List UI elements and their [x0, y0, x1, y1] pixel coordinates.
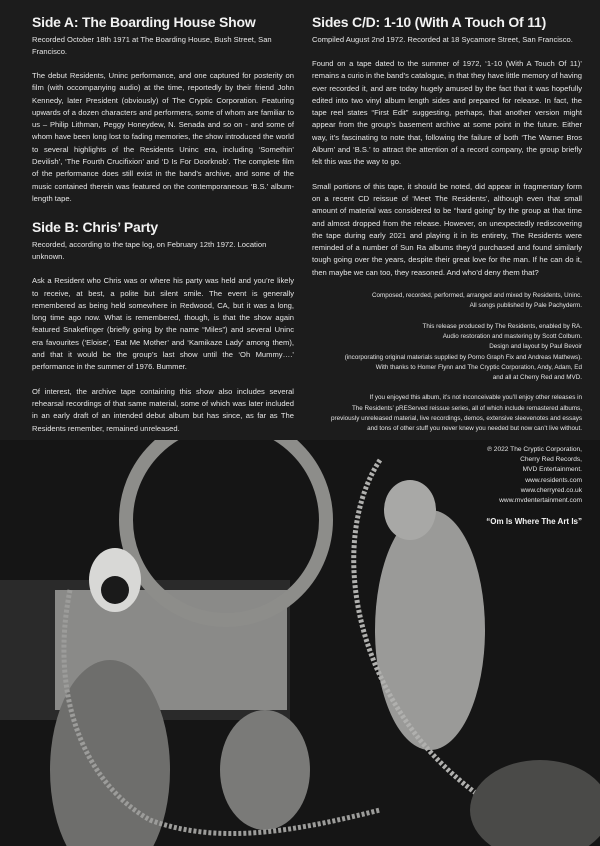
credit-line: Audio restoration and mastering by Scott Colburn.: [442, 332, 582, 340]
credit-line: The Residents’ pREServed reissue series, all of which include remastered albums,: [351, 404, 582, 412]
copyright-line: ℗ 2022 The Cryptic Corporation,: [487, 445, 582, 453]
credit-line: If you enjoyed this album, it’s not inconceivable you’ll enjoy other releases in: [369, 394, 582, 402]
right-column: [312, 14, 582, 527]
sides-cd-section: [312, 14, 582, 279]
credit-line: and tons of other stuff you never knew you needed but now can’t live without.: [367, 425, 582, 433]
copyright-line: Cherry Red Records,: [520, 455, 582, 463]
website-link[interactable]: www.mvdentertainment.com: [499, 497, 582, 505]
motto: “Om Is Where The Art Is”: [486, 517, 582, 527]
credits-composed: [312, 291, 582, 312]
sides-cd-body-1: Found on a tape dated to the summer of 1972, ‘1-10 (With A Touch Of 11)’ remains a curio in the band’s catalogue, in that they have little memory of having ever recorded it, and are today hugely amused by the fact that it was hopefully edited into two vinyl album length sides and prepared for release. In fact, the tape reel states “First Edit” suggesting, perhaps, that another version might appear from the group’s basement archive at some point in the future. Either way, it’s fascinating to note that, following the failure of both ‘The Warner Bros Album’ and ‘B.S.’ to attract the attention of a record company, the group briefly felt this was the way to go.: [312, 59, 583, 167]
credits-production: [312, 322, 582, 384]
side-b-body-1: Ask a Resident who Chris was or where his party was held and you’re likely to receive, at best, a polite but silent smile. The event is generally remembered as being held somewhere in Redwood, CA, but it was a long, long time ago now. What is remembered, though, is that the show again featured Snakefinger (briefly going by the name “Miles”) and several Uninc era favourites (‘Eloise’, ‘Eat Me Mother’ and ‘Kamikaze Lady’ among them), and that it would be the group’s last show until the ‘Oh Mummy….’ performance in the summer of 1976. Bummer.: [32, 276, 294, 372]
sides-cd-body-2: Small portions of this tape, it should be noted, did appear in fragmentary form on a recent CD reissue of ‘Meet The Residents’, although even that small amount of material was considered to be “hard going” by the group at that time and almost dropped from the release. However, on unexpectedly rediscovering the tape during early 2021 and playing it in its entirety, The Residents were reminded of a number of Sun Ra albums they’d purchased and found similarly tough going over the years, despite their great love for the man. If he can do it, then maybe we can too, they reasoned. And who’d deny them that?: [312, 181, 582, 277]
copyright-line: MVD Entertainment.: [522, 466, 582, 474]
side-b-body-2: Of interest, the archive tape containing this show also includes several rehearsal recordings of that same material, some of which was later included in an early draft of an intended debut album but has since, as far as The Residents remember, remained unreleased.: [32, 386, 294, 433]
credits-promo: [312, 393, 582, 434]
side-a-title: Side A: The Boarding House Show: [32, 14, 256, 30]
side-a-body: The debut Residents, Uninc performance, and one captured for posterity on film (with occompanying audio) at the time, reportedly by their friend John Kennedy, later President (obviously) of The Cryptic Corporation. Featuring upwards of a dozen characters and performers, some of whom are familiar to us – Philip Lithman, Peggy Honeydew, N. Senada and so on - and some of whom have been long lost to fading memories, the show introduced the world to several highlights of the Residents Uninc era, including ‘Somethin’ Devilish’, ‘The Fourth Crucifixion’ and ‘D Is For Doorknob’. The complete film of the performance does still exist in the band’s archive, and some of the music contained therein was featured on the contemporaneous ‘B.S.’ album-length tape.: [32, 71, 294, 203]
credit-line: previously unreleased material, live recordings, demos, extensive sleevenotes and essays: [331, 415, 582, 423]
copyright-block: [312, 445, 582, 507]
sides-cd-subtitle: Compiled August 2nd 1972. Recorded at 18 Sycamore Street, San Francisco.: [312, 35, 573, 44]
side-b-subtitle: Recorded, according to the tape log, on February 12th 1972. Location unknown.: [32, 240, 267, 262]
sides-cd-title: Sides C/D: 1-10 (With A Touch Of 11): [312, 14, 547, 30]
website-link[interactable]: www.residents.com: [525, 476, 582, 484]
credit-line: With thanks to Homer Flynn and The Cryptic Corporation, Andy, Adam, Ed: [375, 363, 582, 371]
side-b-title: Side B: Chris’ Party: [32, 219, 158, 236]
side-b-section: [32, 219, 294, 435]
credit-line: Design and layout by Paul Bevoir: [489, 343, 582, 351]
credit-line: and all at Cherry Red and MVD.: [492, 374, 582, 382]
left-column: [32, 14, 294, 447]
performer-middle: [220, 710, 310, 830]
side-a-subtitle: Recorded October 18th 1971 at The Boarding House, Bush Street, San Francisco.: [32, 35, 272, 56]
credit-line: (incorporating original materials supplied by Porno Graph Fix and Andreas Mathews).: [344, 353, 582, 361]
website-link[interactable]: www.cherryred.co.uk: [520, 486, 582, 494]
credit-line: All songs published by Pale Pachyderm.: [469, 302, 582, 310]
side-a-section: [32, 14, 294, 205]
credit-line: This release produced by The Residents, enabled by RA.: [422, 322, 582, 330]
credit-line: Composed, recorded, performed, arranged and mixed by Residents, Uninc.: [371, 292, 582, 300]
performer-right: [375, 510, 485, 750]
